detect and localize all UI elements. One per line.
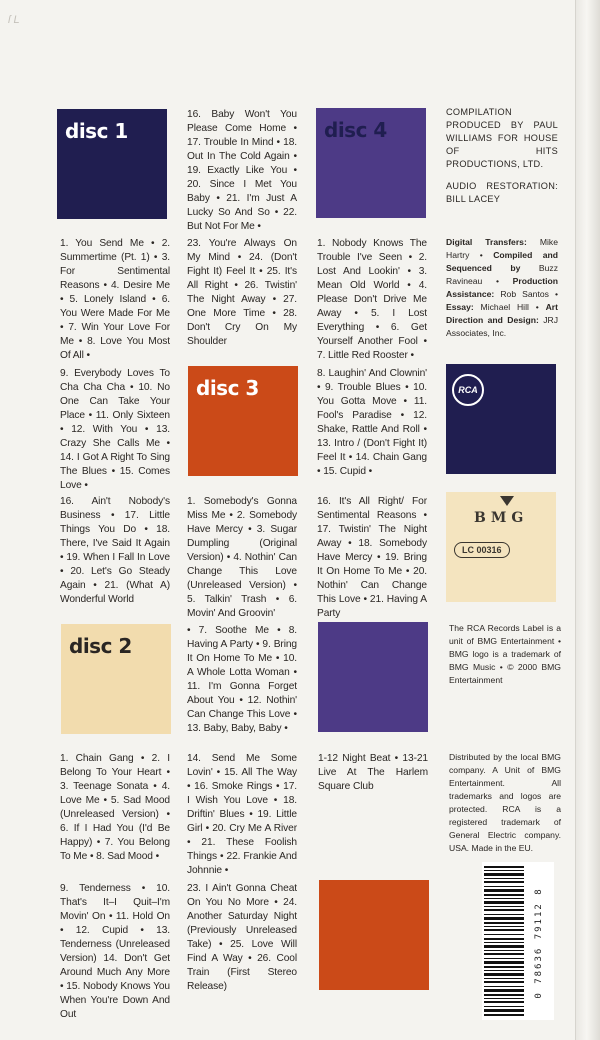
disc-3-square [188, 366, 298, 476]
production-credits [446, 236, 558, 340]
distribution-notice: Distributed by the local BMG company. A Unit of BMG Entertainment. All trademarks and logos are protected. RCA is a registered trademark of General Electric company. USA. Made in the EU. [449, 752, 561, 853]
essay-value: Michael Hill • [480, 302, 539, 312]
disc-1-tracks-23-28: 23. You're Always On My Mind • 24. (Don't Fight It) Feel It • 25. It's All Right • 26. Twistin' The Night Away • 27. One More Time • 28. Don't Cry On My Shoulder [187, 238, 297, 347]
disc-2-tracks-1-8: 1. Chain Gang • 2. I Belong To Your Heart • 3. Teenage Sonata • 4. Love Me • 5. Sad Mood (Unreleased Version) • 6. If I Had You (I'd Be Happy) • 7. You Belong To Me • 8. Sad Mood • [60, 753, 170, 862]
orange-square [319, 880, 429, 990]
disc-3-tracks-1-6: 1. Somebody's Gonna Miss Me • 2. Somebody Have Mercy • 3. Sugar Dumpling (Original Version) • 4. Nothin' Can Change This Love (Unreleased Version) • 5. Talkin' Trash • 6. Movin' And Groovin' [187, 496, 297, 619]
rca-logo-square [446, 364, 556, 474]
disc-2-label: disc 2 [69, 634, 132, 658]
disc-1-tracks-16-21: 16. Ain't Nobody's Business • 17. Little Things You Do • 18. There, I've Said It Again • 19. When I Fall In Love • 20. Let's Go Steady Again • 21. (What A) Wonderful World [60, 496, 170, 605]
compiled-label: Compiled and Sequenced by [446, 250, 558, 273]
disc-3-label: disc 3 [196, 376, 259, 400]
compilation-credit: COMPILATION PRODUCED BY PAUL WILLIAMS FOR HOUSE OF HITS PRODUCTIONS, LTD. [446, 107, 558, 169]
art-label: Art Direction and Design: [446, 302, 558, 325]
disc-1-tracks-16-22: 16. Baby Won't You Please Come Home • 17. Trouble In Mind • 18. Out In The Cold Again • 19. Exactly Like You • 20. Since I Met You Baby • 21. I'm Just A Lucky So And So • 22. But Not For Me • [187, 109, 297, 232]
handwritten-mark: ſ L [8, 14, 20, 26]
disc-4-label: disc 4 [324, 118, 387, 142]
transfers-label: Digital Transfers: [446, 237, 527, 247]
art-value: JRJ Associates, Inc. [446, 315, 559, 338]
disc-3-tracks-23-26: 23. I Ain't Gonna Cheat On You No More • 24. Another Saturday Night (Previously Unreleased Take) • 25. Love Will Find A Way • 26. Cool Train (First Stereo Release) [187, 883, 297, 992]
bmg-arrow-icon [500, 496, 514, 506]
rca-logo: RCA [452, 374, 484, 406]
disc-2-tracks-9-15: 9. Tenderness • 10. That's It–I Quit–I'm Movin' On • 11. Hold On • 12. Cupid • 13. Tenderness (Unreleased Version) 14. Don't Get Around Much Any More • 15. Nobody Knows You When You're Down And Out [60, 883, 170, 1020]
disc-4-source-note: 1-12 Night Beat • 13-21 Live At The Harlem Square Club [318, 753, 428, 792]
barcode-digits: 0 78636 79112 8 [534, 887, 544, 999]
disc-1-label: disc 1 [65, 119, 128, 143]
barcode-bars [482, 862, 534, 1020]
disc-4-square [316, 108, 426, 218]
production-label: Production Assistance: [446, 276, 558, 299]
disc-3-tracks-14-22: 14. Send Me Some Lovin' • 15. All The Way • 16. Smoke Rings • 17. I Wish You Love • 18. Driftin' Blues • 19. Little Girl • 20. Cry Me A River • 21. These Foolish Things • 22. Frankie And Johnnie • [187, 753, 297, 876]
disc-3-tracks-7-13: • 7. Soothe Me • 8. Having A Party • 9. Bring It On Home To Me • 10. A Whole Lotta Woman • 11. I'm Gonna Forget About You • 12. Nothin' Can Change This Love • 13. Baby, Baby, Baby • [187, 625, 297, 734]
case-spine-edge [575, 0, 600, 1040]
disc-4-tracks-8-15: 8. Laughin' And Clownin' • 9. Trouble Blues • 10. You Gotta Move • 11. Fool's Paradise • 12. Shake, Rattle And Roll • 13. Intro / (Don't Fight It) Feel It • 14. Chain Gang • 15. Cupid • [317, 368, 427, 477]
disc-4-tracks-1-7: 1. Nobody Knows The Trouble I've Seen • 2. Lost And Lookin' • 3. Mean Old World • 4. Please Don't Drive Me Away • 5. I Lost Everything • 6. Get Yourself Another Fool • 7. Little Red Rooster • [317, 238, 427, 361]
rca-label-notice: The RCA Records Label is a unit of BMG Entertainment • BMG logo is a trademark of BMG Music • © 2000 BMG Entertainment [449, 623, 561, 685]
purple-square [318, 622, 428, 732]
compiled-value: Buzz Ravineau • [446, 263, 559, 286]
essay-label: Essay: [446, 302, 474, 312]
label-code: LC 00316 [454, 542, 510, 558]
credits-block [446, 106, 558, 215]
transfers-value: Mike Hartry • [446, 237, 558, 260]
disc-4-tracks-16-21: 16. It's All Right/ For Sentimental Reasons • 17. Twistin' The Night Away • 18. Somebody Have Mercy • 19. Bring It On Home To Me • 20. Nothin' Can Change This Love • 21. Having A Party [317, 496, 427, 619]
bmg-logo-square [446, 492, 556, 602]
audio-credit: AUDIO RESTORATION: BILL LACEY [446, 181, 558, 204]
disc-2-square [61, 624, 171, 734]
production-value: Rob Santos • [500, 289, 558, 299]
barcode [482, 862, 554, 1020]
disc-1-tracks-1-8: 1. You Send Me • 2. Summertime (Pt. 1) • 3. For Sentimental Reasons • 4. Desire Me • 5. Lonely Island • 6. You Were Made For Me • 7. Win Your Love For Me • 8. Love You Most Of All • [60, 238, 170, 361]
bmg-logo: BMG [474, 510, 529, 526]
disc-1-square [57, 109, 167, 219]
disc-1-tracks-9-15: 9. Everybody Loves To Cha Cha Cha • 10. No One Can Take Your Place • 11. Only Sixteen • 12. With You • 13. Crazy She Calls Me • 14. I Got A Right To Sing The Blues • 15. Comes Love • [60, 368, 170, 491]
